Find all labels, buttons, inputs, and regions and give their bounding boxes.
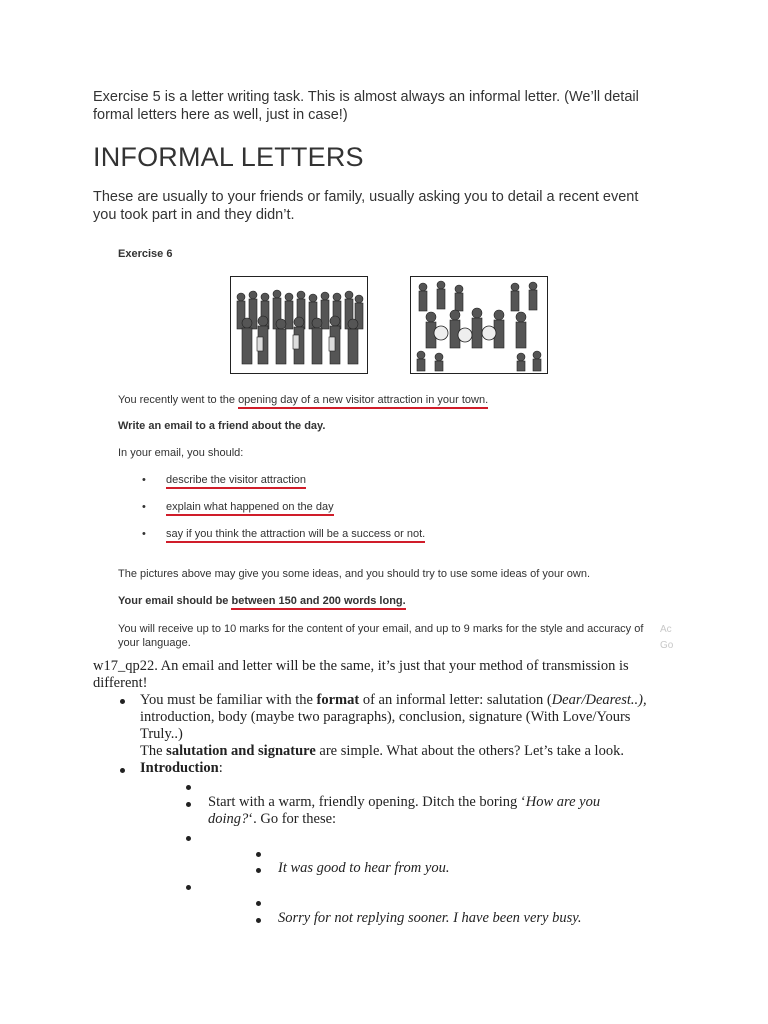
bullet-dot [186, 785, 191, 790]
example-line: It was good to hear from you. [278, 860, 450, 876]
bullet-dot [186, 802, 191, 807]
queue-illustration [230, 276, 368, 374]
introduction-bullet: Introduction: [140, 760, 223, 776]
bullet-dot [256, 868, 261, 873]
exercise-bullet: • say if you think the attraction will be a success or not. [142, 528, 425, 540]
bullet-dot [256, 852, 261, 857]
exercise-ideas: The pictures above may give you some ideas, and you should try to use some ideas of your own. [118, 568, 591, 580]
band-crowd-illustration [410, 276, 548, 374]
bullet-dot [186, 885, 191, 890]
bullet-dot [120, 768, 125, 773]
intro-paragraph: Exercise 5 is a letter writing task. This is almost always an informal letter. (We’ll detail formal letters here as well, just in case!) [93, 89, 639, 123]
exercise-bullet: • describe the visitor attraction [142, 474, 306, 486]
example-line: Sorry for not replying sooner. I have been very busy. [278, 910, 582, 926]
page-heading: INFORMAL LETTERS [93, 142, 364, 172]
opening-bullet: Start with a warm, friendly opening. Ditch the boring ‘How are you doing?‘. Go for these: [208, 794, 601, 827]
exercise-marks: You will receive up to 10 marks for the content of your email, and up to 9 marks for the style and accuracy of your language. [118, 623, 644, 649]
bullet-dot [256, 918, 261, 923]
exercise-title: Exercise 6 [118, 248, 173, 260]
watermark-text: Go [660, 640, 674, 651]
exercise-length: Your email should be between 150 and 200 words long. [118, 595, 406, 607]
transmission-note: w17_qp22. An email and letter will be the same, it’s just that your method of transmission is different! [93, 658, 629, 691]
watermark-text: Ac [660, 624, 672, 635]
exercise-bullet: • explain what happened on the day [142, 501, 334, 513]
bullet-dot [120, 699, 125, 704]
format-bullet: You must be familiar with the format of an informal letter: salutation (Dear/Dearest..), introduction, body (maybe two paragraphs), conclusion, signature (With Love/Yours Truly..) The salutation and signature are simple. What about the others? Let’s take a look. [140, 692, 647, 759]
bullet-dot [256, 901, 261, 906]
informal-letters-description: These are usually to your friends or family, usually asking you to detail a recent event you took part in and they didn’t. [93, 189, 639, 223]
exercise-task: Write an email to a friend about the day. [118, 420, 326, 432]
exercise-scan [110, 240, 690, 652]
exercise-scenario: You recently went to the opening day of a new visitor attraction in your town. [118, 394, 488, 406]
bullet-dot [186, 836, 191, 841]
exercise-should: In your email, you should: [118, 447, 244, 459]
